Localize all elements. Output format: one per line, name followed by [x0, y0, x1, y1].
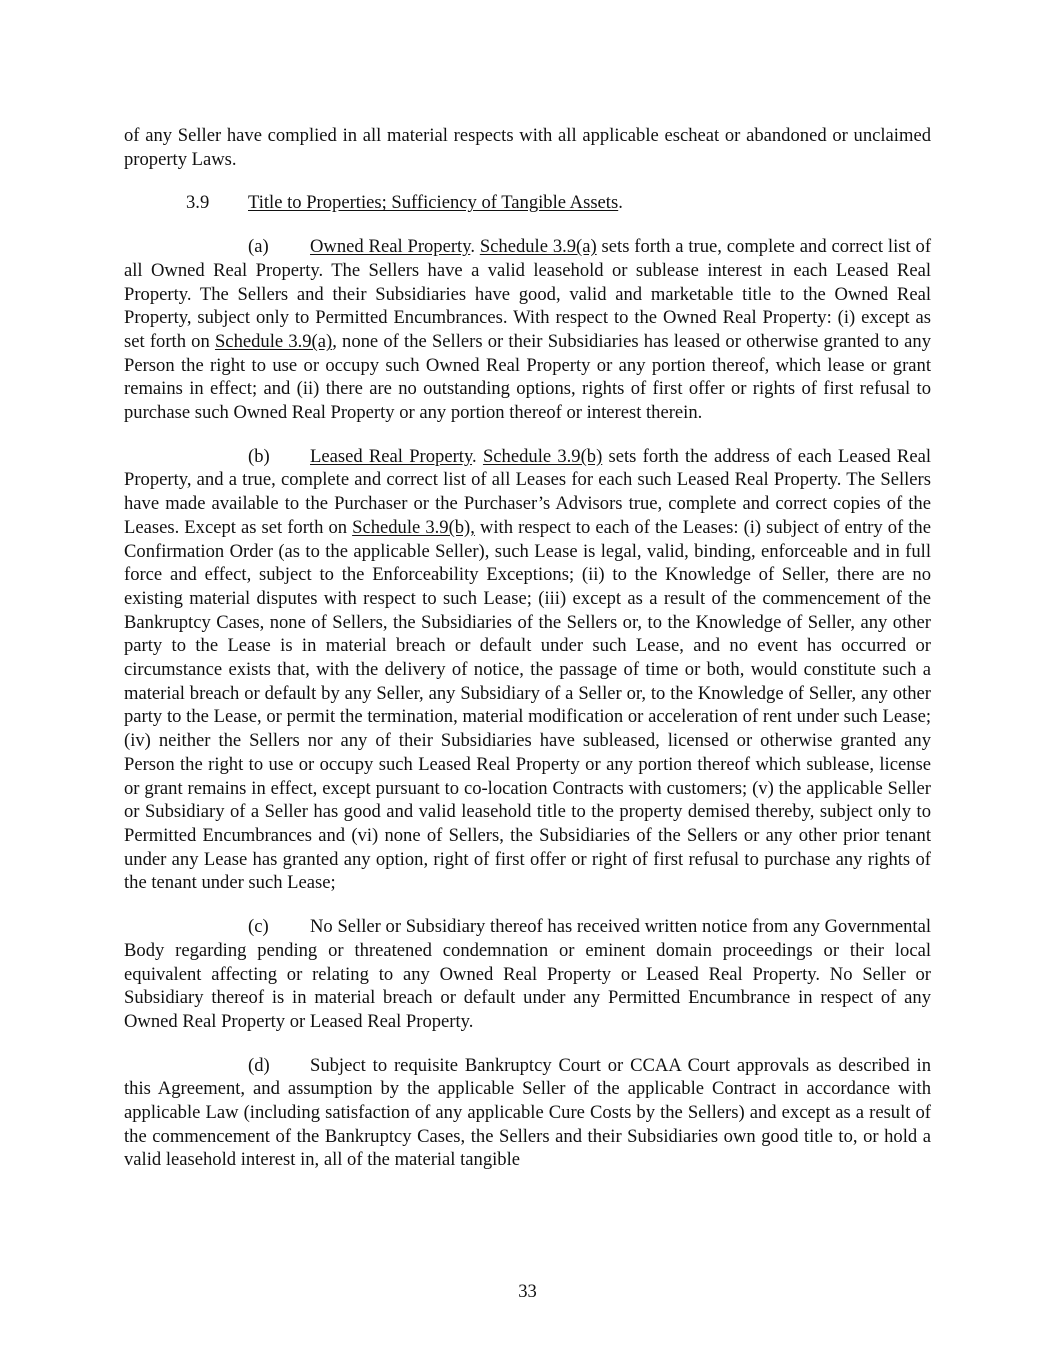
paragraph-d: [124, 1054, 931, 1173]
paragraph-c-label: (c): [248, 916, 269, 938]
section-title-end: .: [618, 192, 623, 214]
section-heading: [124, 191, 931, 215]
section-number: 3.9: [186, 192, 210, 214]
paragraph-b-text-2: with respect to each of the Leases: (i) subject of entry of the Confirmation Order (as to the applicable Seller), such Lease is legal, valid, binding, enforceable and in full force and effect, subject to the Enforceability Exceptions; (ii) to the Knowledge of Seller, there are no existing material disputes with respect to such Lease; (iii) except as a result of the commencement of the Bankruptcy Cases, none of Sellers, the Subsidiaries of the Sellers or, to the Knowledge of Seller, any other party to the Lease is in material breach or default under such Lease, and no event has occurred or circumstance exists that, with the delivery of notice, the passage of time or both, would constitute such a material breach or default by any Seller, any Subsidiary of a Seller or, to the Knowledge of Seller, any other party to the Lease, or permit the termination, material modification or acceleration of rent under such Lease; (iv) neither the Sellers nor any of their Subsidiaries have subleased, licensed or otherwise granted any Person the right to use or occupy such Leased Real Property or any portion thereof which sublease, license or grant remains in effect, except pursuant to co-location Contracts with customers; (v) the applicable Seller or Subsidiary of a Seller has good and valid leasehold title to the property demised thereby, subject only to Permitted Encumbrances and (vi) none of Sellers, the Subsidiaries of the Sellers or any other prior tenant under any Lease has granted any option, right of first offer or right of first refusal to purchase any rights of the tenant under such Lease;: [124, 516, 931, 894]
paragraph-b-label: (b): [248, 445, 270, 467]
schedule-reference: Schedule 3.9(b): [482, 445, 603, 467]
paragraph-a-label: (a): [248, 236, 269, 258]
section-title: Title to Properties; Sufficiency of Tangible Assets: [248, 192, 619, 214]
paragraph-b: [124, 445, 931, 895]
paragraph-a-text-2: , none of the Sellers or their Subsidiaries has leased or otherwise granted to any Person the right to use or occupy such Owned Real Property or any portion thereof, which lease or grant remains in effect; and (ii) there are no outstanding options, rights of first offer or rights of first refusal to purchase such Owned Real Property or any portion thereof or interest therein.: [124, 330, 931, 424]
schedule-reference: Schedule 3.9(a): [214, 330, 333, 352]
paragraph-a-heading-end: .: [470, 236, 480, 258]
paragraph-a-heading: Owned Real Property: [310, 236, 471, 258]
paragraph-c: [124, 915, 931, 1034]
paragraph-a-text-1: sets forth a true, complete and correct list of all Owned Real Property. The Sellers have a valid leasehold or sublease interest in each Leased Real Property. The Sellers and their Subsidiaries have good, valid and marketable title to the Owned Real Property, subject only to Permitted Encumbrances. With respect to the Owned Real Property: (i) except as set forth on: [124, 236, 932, 352]
paragraph-c-text: No Seller or Subsidiary thereof has received written notice from any Governmental Body regarding pending or threatened condemnation or eminent domain proceedings or their local equivalent affecting or relating to any Owned Real Property or Leased Real Property. No Seller or Subsidiary thereof is in material breach or default under any Permitted Encumbrance in respect of any Owned Real Property or Leased Real Property.: [124, 916, 931, 1032]
paragraph-d-text: Subject to requisite Bankruptcy Court or CCAA Court approvals as described in this Agreement, and assumption by the applicable Seller of the applicable Contract in accordance with applicable Law (including satisfaction of any applicable Cure Costs by the Sellers) and except as a result of the commencement of the Bankruptcy Cases, the Sellers and their Subsidiaries own good title to, or hold a valid leasehold interest in, all of the material tangible: [124, 1054, 931, 1171]
paragraph-b-text-1: sets forth the address of each Leased Real Property, and a true, complete and correct list of all Leases for each such Leased Real Property. The Sellers have made available to the Purchaser or the Purchaser’s Advisors true, complete and correct copies of the Leases. Except as set forth on: [124, 445, 932, 538]
document-page: [124, 124, 931, 1172]
page-number: 33: [518, 1281, 537, 1302]
schedule-reference: Schedule 3.9(b),: [352, 516, 475, 538]
paragraph-d-label: (d): [248, 1054, 270, 1076]
paragraph-a: [124, 235, 931, 425]
paragraph-b-heading: Leased Real Property: [310, 445, 473, 467]
intro-paragraph: of any Seller have complied in all material respects with all applicable escheat or abandoned or unclaimed property Laws.: [124, 125, 931, 170]
paragraph-b-heading-end: .: [472, 445, 483, 467]
schedule-reference: Schedule 3.9(a): [479, 236, 597, 258]
